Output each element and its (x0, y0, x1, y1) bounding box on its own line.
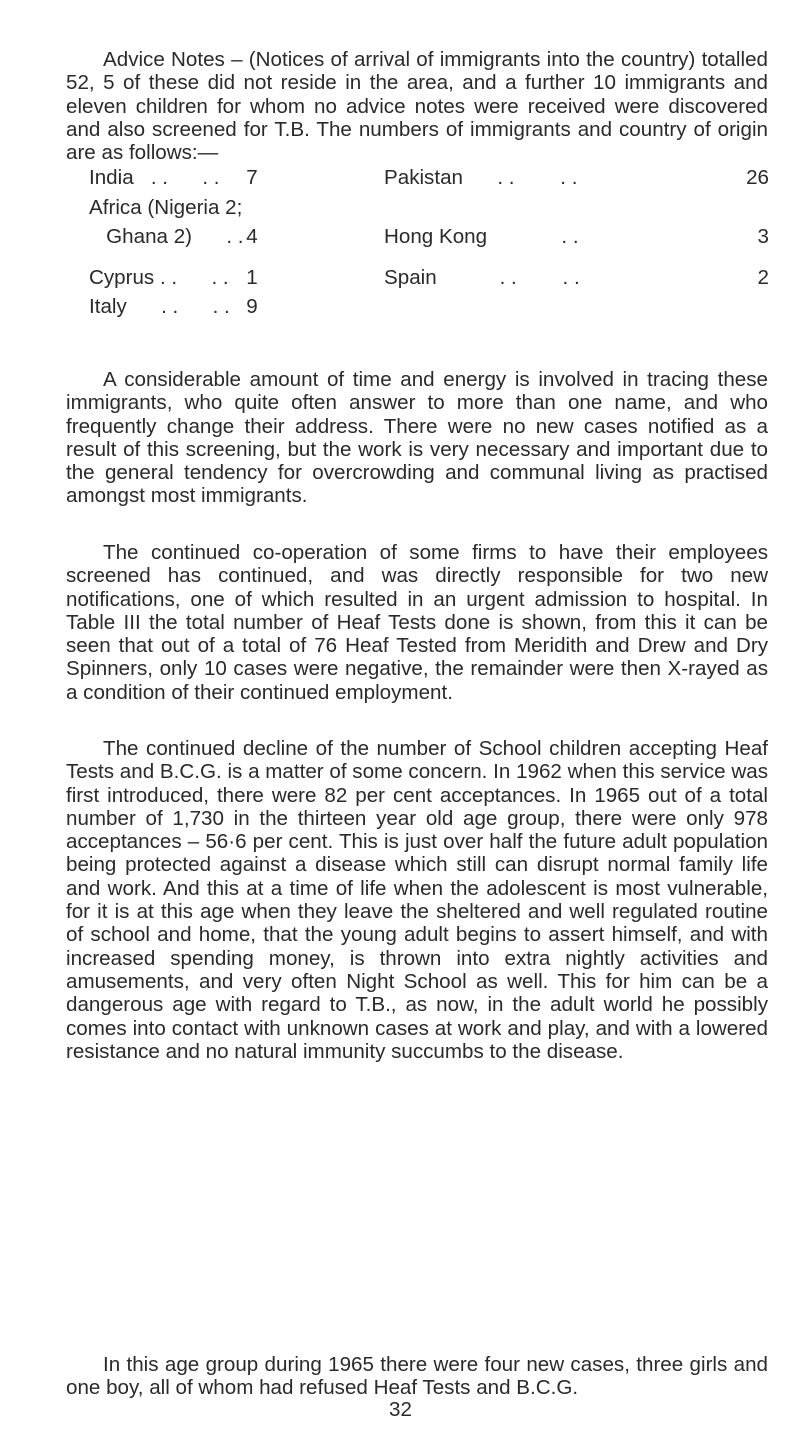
country-count: 26 (746, 165, 769, 189)
paragraph-firms-cooperation: The continued co-operation of some firms to have their employees screened has continued, and was directly responsible for two new notifications, one of which resulted in an urgent admission to hospital. In Table III the total number of Heaf Tests done is shown, from this it can be seen that out of a total of 76 Heaf Tested from Meridith and Drew and Dry Spinners, only 10 cases were negative, the remainder were then X-rayed as a condition of their continued employment. (66, 541, 768, 704)
country-count: 3 (757, 224, 769, 248)
paragraph-tracing-immigrants: A considerable amount of time and energy is involved in tracing these immigrants, who quite often answer to more than one name, and who frequently change their address. There were no new cases notified as a result of this screening, but the work is very necessary and important due to the general tendency for overcrowding and communal living as practised amongst most immigrants. (66, 368, 768, 508)
country-name: Italy . . . . (89, 294, 230, 318)
country-name: India . . . . (89, 165, 220, 189)
page-number: 32 (389, 1398, 412, 1421)
country-name: Ghana 2) . . (89, 224, 244, 248)
country-count: 7 (246, 165, 258, 189)
table-row (89, 248, 768, 295)
table-row (89, 195, 768, 225)
table-row (89, 225, 768, 248)
country-count: 1 (246, 265, 258, 289)
country-name: Spain . . . . (384, 265, 580, 289)
immigrants-by-country-table (89, 149, 768, 324)
paragraph-advice-notes: Advice Notes – (Notices of arrival of immigrants into the country) totalled 52, 5 of these did not reside in the area, and a further 10 immigrants and eleven children for whom no advice notes were received were discovered and also screened for T.B. The numbers of immigrants and country of origin are as follows:— (66, 48, 768, 165)
table-row (89, 149, 768, 195)
country-count: 9 (246, 294, 258, 318)
country-name: Cyprus . . . . (89, 265, 229, 289)
table-row (89, 295, 768, 324)
country-count: 4 (246, 224, 258, 248)
paragraph-school-heaf-tests: The continued decline of the number of School children accepting Heaf Tests and B.C.G. is a matter of some concern. In 1962 when this service was first introduced, there were 82 per cent acceptances. In 1965 out of a total number of 1,730 in the thirteen year old age group, there were only 978 acceptances – 56·6 per cent. This is just over half the future adult population being protected against a disease which still can disrupt normal family life and work. And this at a time of life when the adolescent is most vulnerable, for it is at this age when they leave the sheltered and well regulated routine of school and home, that the young adult begins to assert himself, and with increased spending money, is thrown into extra nightly activities and amusements, and very often Night School as well. This for him can be a dangerous age with regard to T.B., as now, in the adult world he possibly comes into contact with unknown cases at work and play, and with a lowered resistance and no natural immunity succumbs to the disease. (66, 737, 768, 1063)
paragraph-new-cases-1965: In this age group during 1965 there were four new cases, three girls and one boy, all of whom had refused Heaf Tests and B.C.G. (66, 1353, 768, 1400)
country-name: Pakistan . . . . (384, 165, 578, 189)
country-name: Hong Kong . . (384, 224, 579, 248)
country-name: Africa (Nigeria 2; (89, 195, 243, 219)
country-count: 2 (757, 265, 769, 289)
